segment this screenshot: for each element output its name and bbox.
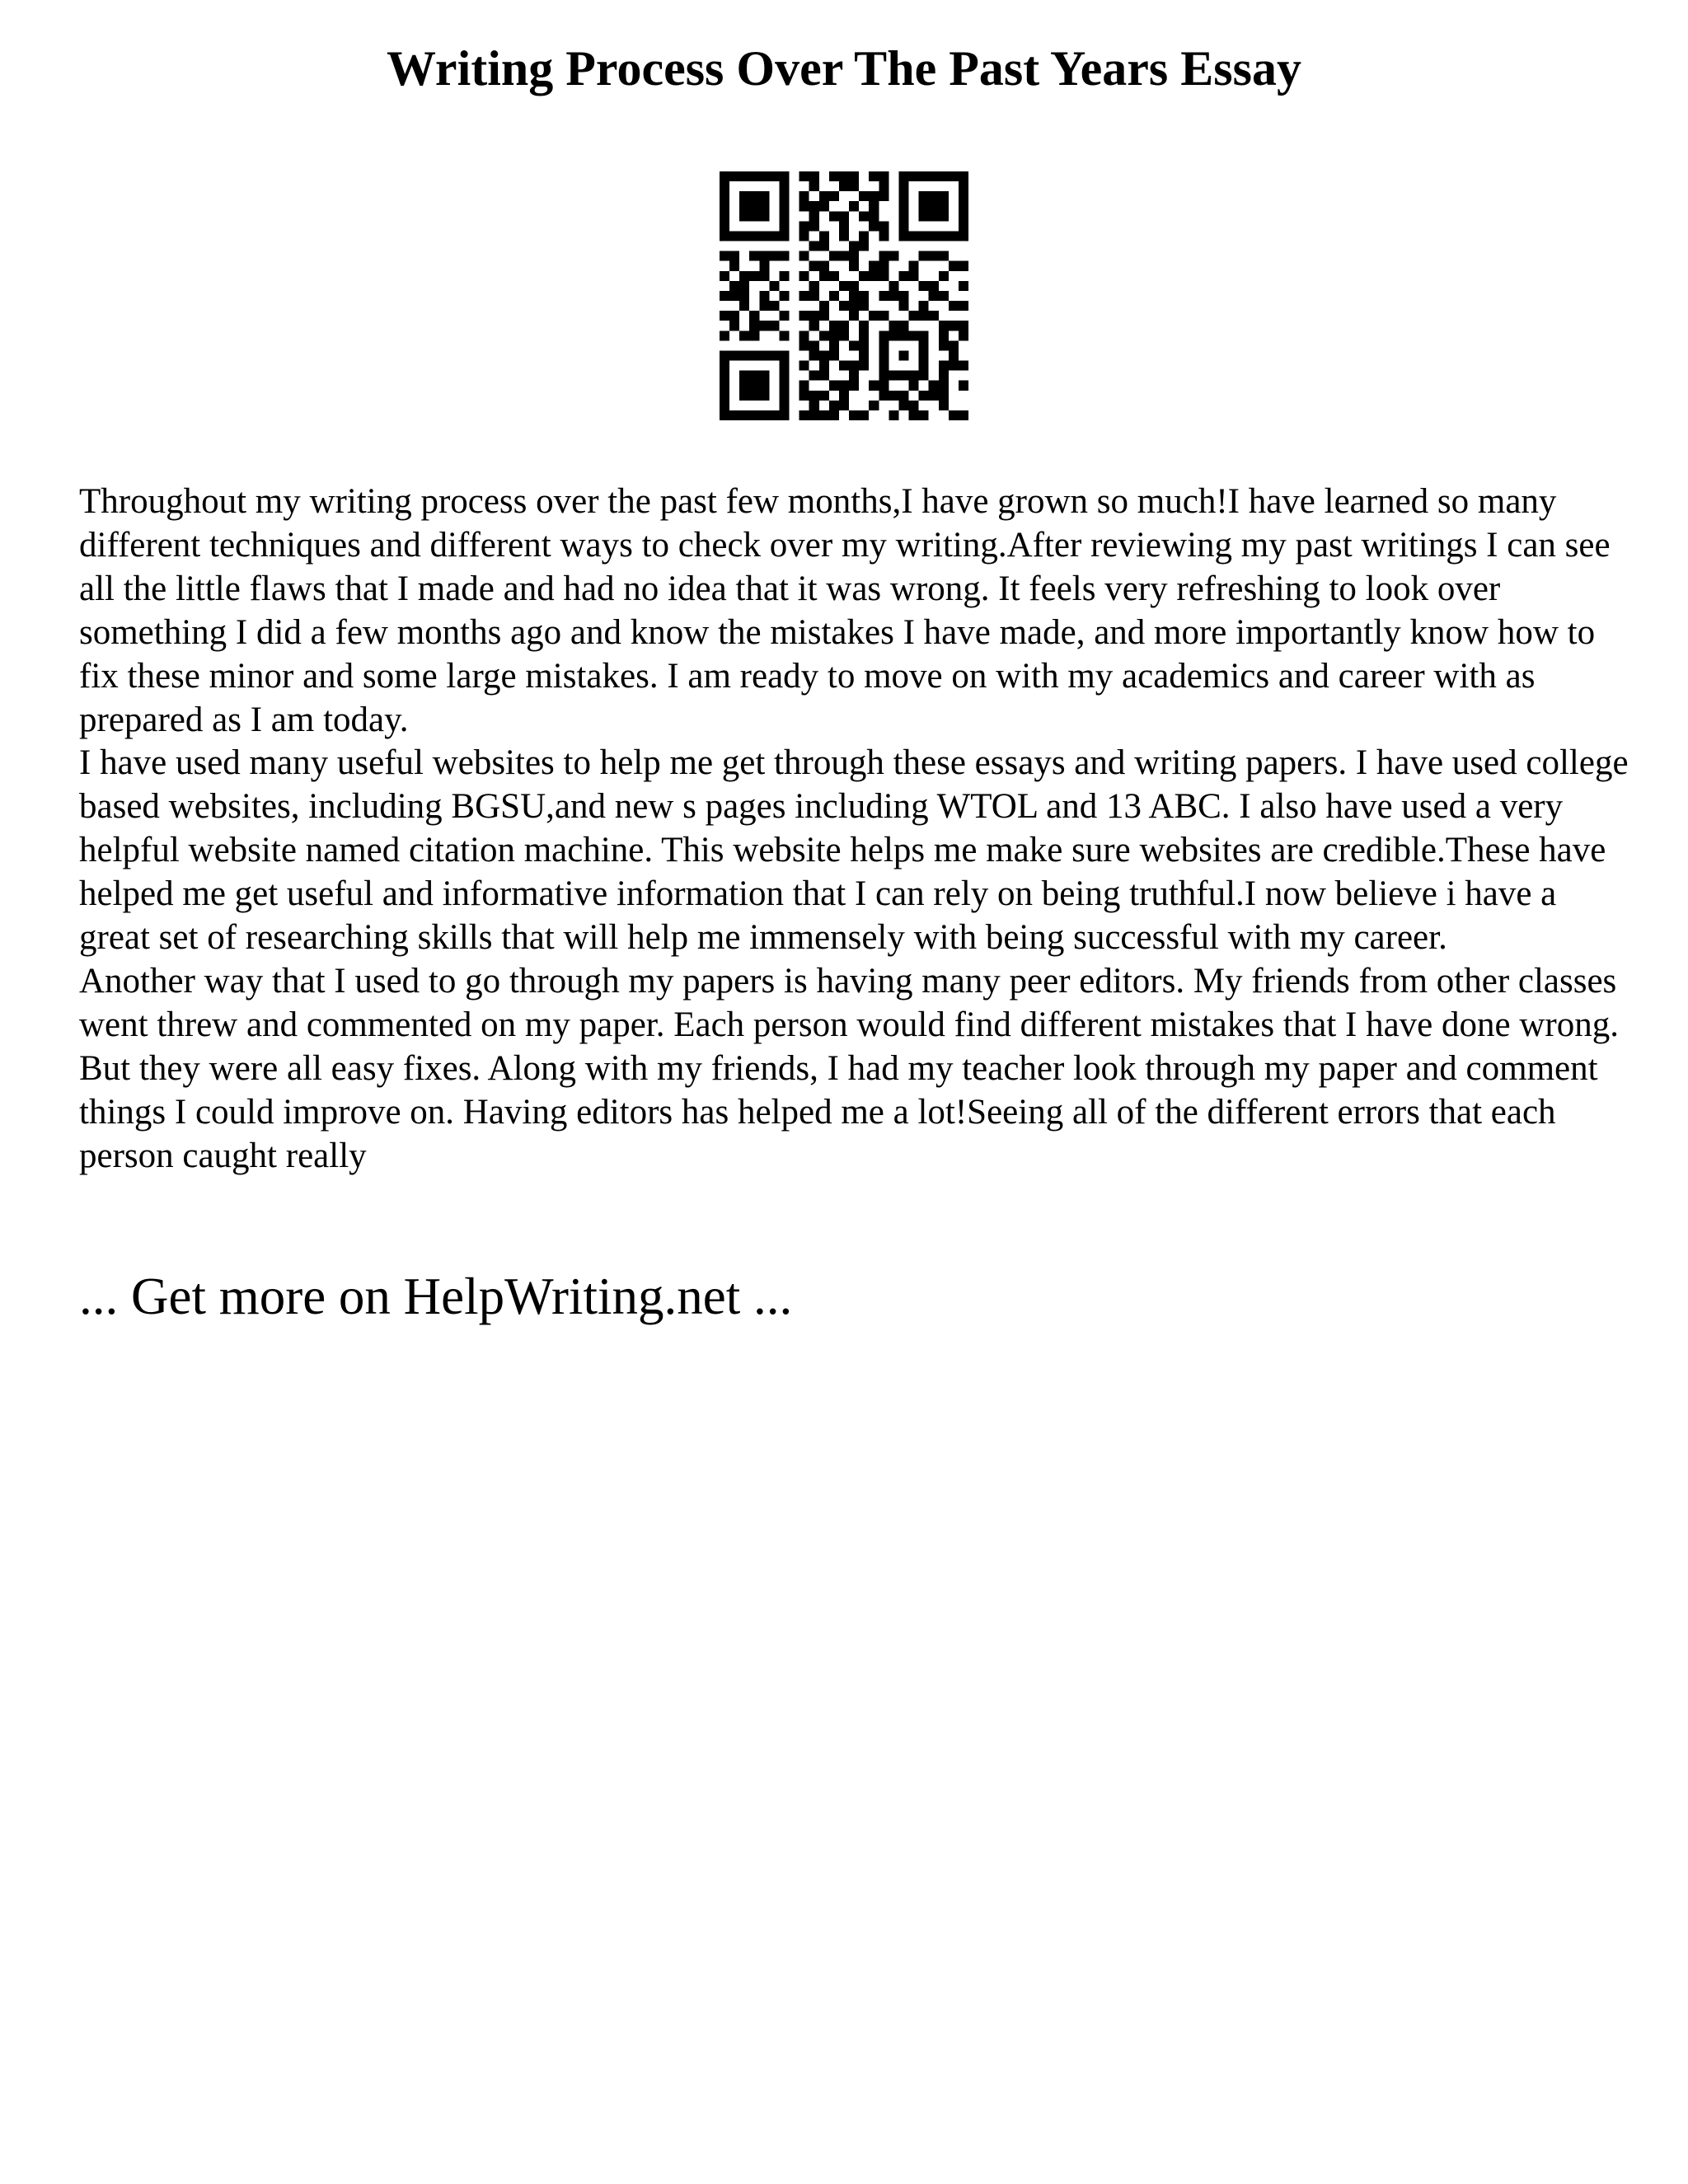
- essay-body: [79, 480, 1629, 1179]
- get-more-link[interactable]: ... Get more on HelpWriting.net ...: [79, 1268, 793, 1325]
- qr-code-icon: [720, 171, 968, 420]
- essay-paragraph: I have used many useful websites to help me get through these essays and writing papers. I have used college based websites, including BGSU,and new s pages including WTOL and 13 ABC. I also have used a very helpful website named citation machine. This website helps me make sure websites are credible.These have helped me get useful and informative information that I can rely on being truthful.I now believe i have a great set of researching skills that will help me immensely with being successful with my career.: [79, 743, 1629, 958]
- page-title: Writing Process Over The Past Years Essay: [387, 41, 1301, 96]
- essay-paragraph: Throughout my writing process over the past few months,I have grown so much!I have learned so many different techniques and different ways to check over my writing.After reviewing my past writings I can see all the little flaws that I made and had no idea that it was wrong. It feels very refreshing to look over something I did a few months ago and know the mistakes I have made, and more importantly know how to fix these minor and some large mistakes. I am ready to move on with my academics and career with as prepared as I am today.: [79, 482, 1611, 739]
- essay-paragraph: Another way that I used to go through my papers is having many peer editors. My friends from other classes went threw and commented on my paper. Each person would find different mistakes that I have done wrong. But they were all easy fixes. Along with my friends, I had my teacher look through my paper and comment things I could improve on. Having editors has helped me a lot!Seeing all of the different errors that each person caught really: [79, 961, 1619, 1175]
